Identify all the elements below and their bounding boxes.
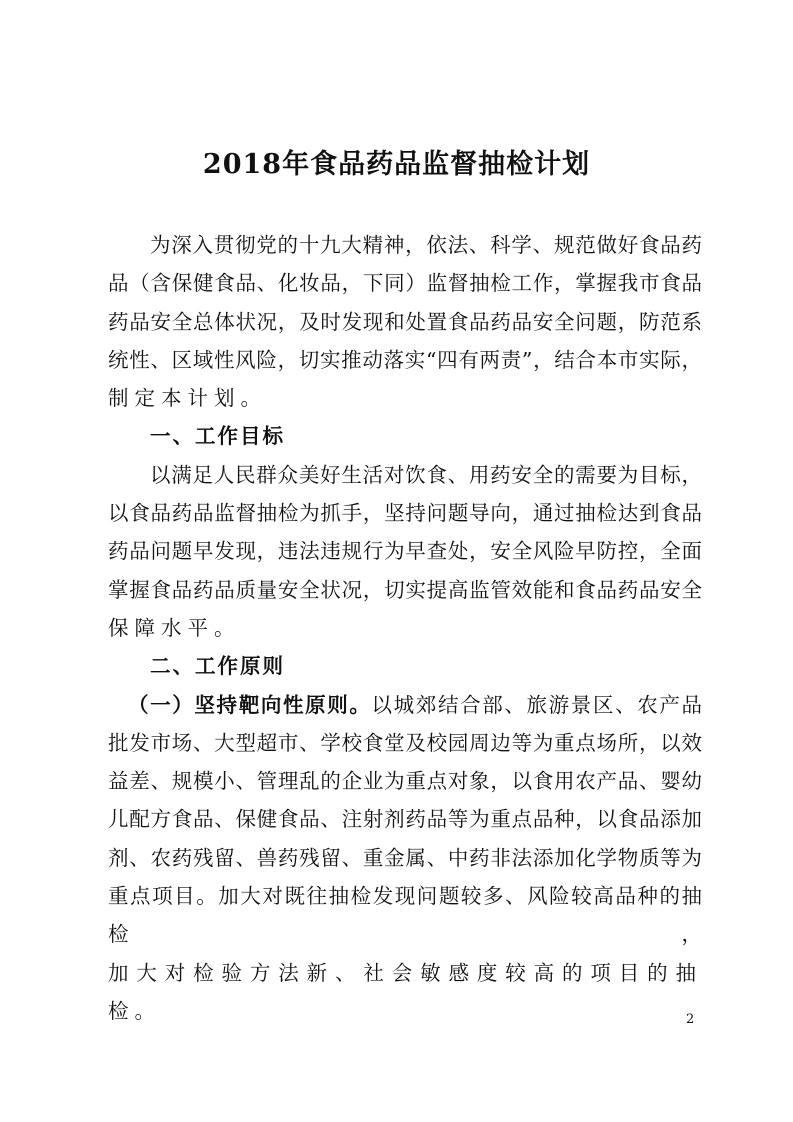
- document-title: 2018年食品药品监督抽检计划: [202, 149, 591, 180]
- principle-1-text: 以城郊结合部、旅游景区、农产品: [371, 692, 703, 717]
- principle-1-first-line: [108, 686, 702, 724]
- goals-line: 以满足人民群众美好生活对饮食、用药安全的需要为目标，: [150, 462, 702, 487]
- principles-line: 儿配方食品、保健食品、注射剂药品等为重点品种，以食品添加: [108, 807, 702, 832]
- principles-line: 批发市场、大型超市、学校食堂及校园周边等为重点场所，以效: [108, 730, 702, 755]
- page-number: 2: [686, 1012, 695, 1027]
- principles-line: 剂、农药残留、兽药残留、重金属、中药非法添加化学物质等为: [108, 845, 702, 870]
- principles-line: 加大对检验方法新、社会敏感度较高的项目的抽检。: [108, 960, 702, 1023]
- intro-line: 为深入贯彻党的十九大精神，依法、科学、规范做好食品药: [150, 233, 702, 257]
- intro-line: 品（含保健食品、化妆品，下同）监督抽检工作，掌握我市食品: [108, 271, 702, 296]
- principle-1-title: （一）坚持靶向性原则。: [128, 692, 372, 717]
- section-heading-principles: 二、工作原则: [150, 654, 285, 679]
- section-heading-goals: 一、工作目标: [150, 424, 285, 449]
- goals-line: 药品问题早发现，违法违规行为早查处，安全风险早防控，全面: [108, 539, 702, 564]
- intro-line: 统性、区域性风险，切实推动落实“四有两责”，结合本市实际，: [108, 347, 702, 372]
- principles-line: 益差、规模小、管理乱的企业为重点对象，以食用农产品、婴幼: [108, 769, 702, 794]
- intro-line: 药品安全总体状况，及时发现和处置食品药品安全问题，防范系: [108, 309, 702, 334]
- goals-line: 以食品药品监督抽检为抓手，坚持问题导向，通过抽检达到食品: [108, 501, 702, 526]
- document-body: [108, 226, 702, 1030]
- intro-line: 制定本计划。: [108, 386, 267, 411]
- principles-line: 重点项目。加大对既往抽检发现问题较多、风险较高品种的抽检，: [108, 884, 702, 947]
- goals-line: 掌握食品药品质量安全状况，切实提高监管效能和食品药品安全: [108, 577, 702, 602]
- goals-line: 保障水平。: [108, 615, 241, 640]
